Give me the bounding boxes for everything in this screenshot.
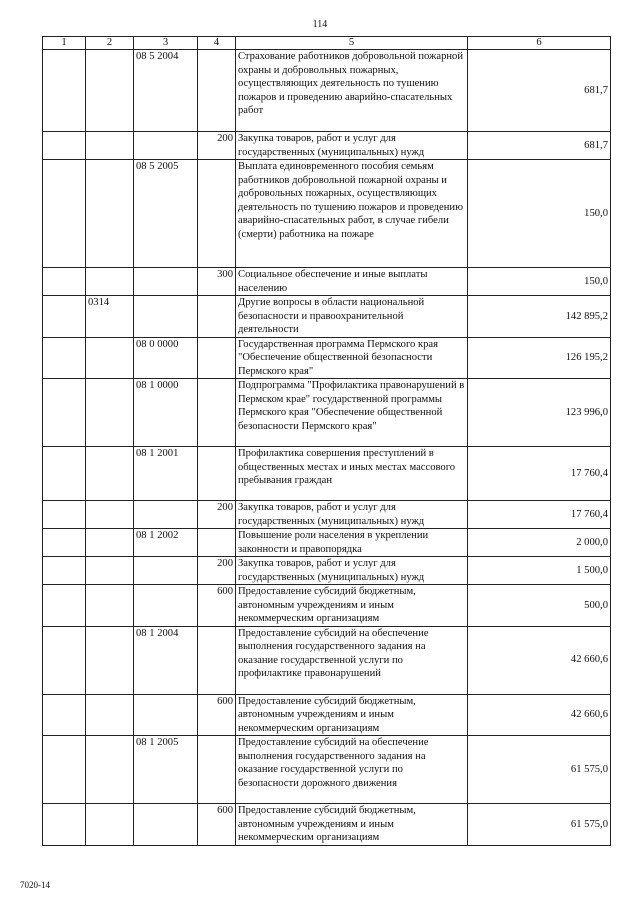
cell-target-article bbox=[134, 132, 198, 160]
cell-target-article: 08 1 2002 bbox=[134, 529, 198, 557]
cell-subsection bbox=[86, 50, 134, 132]
cell-expense-type bbox=[198, 337, 236, 379]
cell-amount: 42 660,6 bbox=[468, 694, 611, 736]
column-header-3: 3 bbox=[134, 37, 198, 50]
cell-subsection: 0314 bbox=[86, 296, 134, 338]
table-row bbox=[43, 501, 611, 529]
column-header-4: 4 bbox=[198, 37, 236, 50]
cell-amount: 681,7 bbox=[468, 50, 611, 132]
table-row bbox=[43, 268, 611, 296]
cell-target-article: 08 0 0000 bbox=[134, 337, 198, 379]
cell-section bbox=[43, 296, 86, 338]
cell-expense-type bbox=[198, 736, 236, 804]
table-row bbox=[43, 736, 611, 804]
cell-amount: 17 760,4 bbox=[468, 447, 611, 501]
cell-section bbox=[43, 50, 86, 132]
cell-subsection bbox=[86, 585, 134, 627]
cell-expense-type bbox=[198, 50, 236, 132]
cell-target-article bbox=[134, 585, 198, 627]
cell-subsection bbox=[86, 160, 134, 268]
cell-description: Подпрограмма "Профилактика правонарушений в Пермском крае" государственной программы Пермского края "Обеспечение общественной безопасности Пермского края" bbox=[236, 379, 468, 447]
cell-description: Другие вопросы в области национальной безопасности и правоохранительной деятельности bbox=[236, 296, 468, 338]
cell-expense-type: 600 bbox=[198, 804, 236, 846]
cell-expense-type bbox=[198, 626, 236, 694]
cell-description: Предоставление субсидий бюджетным, автономным учреждениям и иным некоммерческим организациям bbox=[236, 804, 468, 846]
cell-expense-type: 600 bbox=[198, 694, 236, 736]
table-row bbox=[43, 50, 611, 132]
cell-section bbox=[43, 447, 86, 501]
table-row bbox=[43, 804, 611, 846]
column-header-1: 1 bbox=[43, 37, 86, 50]
table-body bbox=[43, 50, 611, 846]
cell-section bbox=[43, 626, 86, 694]
cell-section bbox=[43, 529, 86, 557]
header-row bbox=[43, 37, 611, 50]
cell-description: Предоставление субсидий на обеспечение выполнения государственного задания на оказание государственной услуги по безопасности дорожного движения bbox=[236, 736, 468, 804]
cell-subsection bbox=[86, 736, 134, 804]
cell-amount: 61 575,0 bbox=[468, 804, 611, 846]
table-row bbox=[43, 132, 611, 160]
cell-description: Закупка товаров, работ и услуг для государственных (муниципальных) нужд bbox=[236, 501, 468, 529]
table-row bbox=[43, 694, 611, 736]
table-row bbox=[43, 585, 611, 627]
cell-expense-type bbox=[198, 296, 236, 338]
table-row bbox=[43, 337, 611, 379]
cell-amount: 61 575,0 bbox=[468, 736, 611, 804]
cell-section bbox=[43, 160, 86, 268]
cell-amount: 681,7 bbox=[468, 132, 611, 160]
cell-subsection bbox=[86, 694, 134, 736]
cell-section bbox=[43, 379, 86, 447]
column-header-6: 6 bbox=[468, 37, 611, 50]
cell-target-article bbox=[134, 804, 198, 846]
cell-description: Предоставление субсидий на обеспечение выполнения государственного задания на оказание государственной услуги по профилактике правонарушений bbox=[236, 626, 468, 694]
cell-target-article: 08 5 2005 bbox=[134, 160, 198, 268]
cell-amount: 150,0 bbox=[468, 160, 611, 268]
cell-target-article bbox=[134, 557, 198, 585]
table-row bbox=[43, 160, 611, 268]
cell-section bbox=[43, 736, 86, 804]
cell-section bbox=[43, 268, 86, 296]
cell-amount: 42 660,6 bbox=[468, 626, 611, 694]
cell-expense-type: 200 bbox=[198, 132, 236, 160]
table-row bbox=[43, 379, 611, 447]
cell-description: Закупка товаров, работ и услуг для государственных (муниципальных) нужд bbox=[236, 557, 468, 585]
table-row bbox=[43, 557, 611, 585]
cell-description: Профилактика совершения преступлений в общественных местах и иных местах массового пребывания граждан bbox=[236, 447, 468, 501]
budget-table bbox=[42, 36, 611, 846]
cell-subsection bbox=[86, 626, 134, 694]
cell-expense-type: 200 bbox=[198, 557, 236, 585]
cell-amount: 1 500,0 bbox=[468, 557, 611, 585]
cell-description: Предоставление субсидий бюджетным, автономным учреждениям и иным некоммерческим организациям bbox=[236, 694, 468, 736]
column-header-2: 2 bbox=[86, 37, 134, 50]
cell-description: Социальное обеспечение и иные выплаты населению bbox=[236, 268, 468, 296]
cell-section bbox=[43, 501, 86, 529]
cell-section bbox=[43, 694, 86, 736]
cell-target-article: 08 1 2004 bbox=[134, 626, 198, 694]
cell-section bbox=[43, 804, 86, 846]
cell-expense-type: 200 bbox=[198, 501, 236, 529]
cell-expense-type bbox=[198, 447, 236, 501]
cell-amount: 17 760,4 bbox=[468, 501, 611, 529]
cell-expense-type bbox=[198, 379, 236, 447]
cell-amount: 123 996,0 bbox=[468, 379, 611, 447]
cell-section bbox=[43, 585, 86, 627]
cell-subsection bbox=[86, 132, 134, 160]
cell-target-article bbox=[134, 268, 198, 296]
cell-target-article: 08 1 0000 bbox=[134, 379, 198, 447]
table-row bbox=[43, 529, 611, 557]
table-row bbox=[43, 447, 611, 501]
table-row bbox=[43, 626, 611, 694]
cell-subsection bbox=[86, 268, 134, 296]
cell-amount: 500,0 bbox=[468, 585, 611, 627]
table-row bbox=[43, 296, 611, 338]
cell-description: Закупка товаров, работ и услуг для государственных (муниципальных) нужд bbox=[236, 132, 468, 160]
cell-expense-type: 300 bbox=[198, 268, 236, 296]
cell-expense-type bbox=[198, 529, 236, 557]
footer-code: 7020-14 bbox=[20, 880, 50, 890]
cell-amount: 2 000,0 bbox=[468, 529, 611, 557]
cell-amount: 142 895,2 bbox=[468, 296, 611, 338]
cell-description: Повышение роли населения в укреплении законности и правопорядка bbox=[236, 529, 468, 557]
cell-subsection bbox=[86, 501, 134, 529]
cell-subsection bbox=[86, 337, 134, 379]
cell-section bbox=[43, 337, 86, 379]
cell-description: Предоставление субсидий бюджетным, автономным учреждениям и иным некоммерческим организациям bbox=[236, 585, 468, 627]
cell-description: Государственная программа Пермского края "Обеспечение общественной безопасности Пермского края" bbox=[236, 337, 468, 379]
cell-description: Выплата единовременного пособия семьям работников добровольной пожарной охраны и добровольных пожарных, осуществляющих деятельность по тушению пожаров и проведению аварийно-спасательных работ, в случае гибели (смерти) работника на пожаре bbox=[236, 160, 468, 268]
cell-subsection bbox=[86, 804, 134, 846]
cell-subsection bbox=[86, 447, 134, 501]
cell-target-article: 08 1 2001 bbox=[134, 447, 198, 501]
cell-description: Страхование работников добровольной пожарной охраны и добровольных пожарных, осуществляющих деятельность по тушению пожаров и проведению аварийно-спасательных работ bbox=[236, 50, 468, 132]
cell-expense-type: 600 bbox=[198, 585, 236, 627]
page-number: 114 bbox=[312, 19, 328, 30]
cell-subsection bbox=[86, 379, 134, 447]
cell-target-article bbox=[134, 694, 198, 736]
cell-target-article: 08 5 2004 bbox=[134, 50, 198, 132]
cell-amount: 126 195,2 bbox=[468, 337, 611, 379]
cell-section bbox=[43, 557, 86, 585]
column-header-5: 5 bbox=[236, 37, 468, 50]
cell-subsection bbox=[86, 529, 134, 557]
cell-expense-type bbox=[198, 160, 236, 268]
cell-target-article bbox=[134, 501, 198, 529]
cell-amount: 150,0 bbox=[468, 268, 611, 296]
cell-subsection bbox=[86, 557, 134, 585]
cell-target-article: 08 1 2005 bbox=[134, 736, 198, 804]
cell-section bbox=[43, 132, 86, 160]
cell-target-article bbox=[134, 296, 198, 338]
